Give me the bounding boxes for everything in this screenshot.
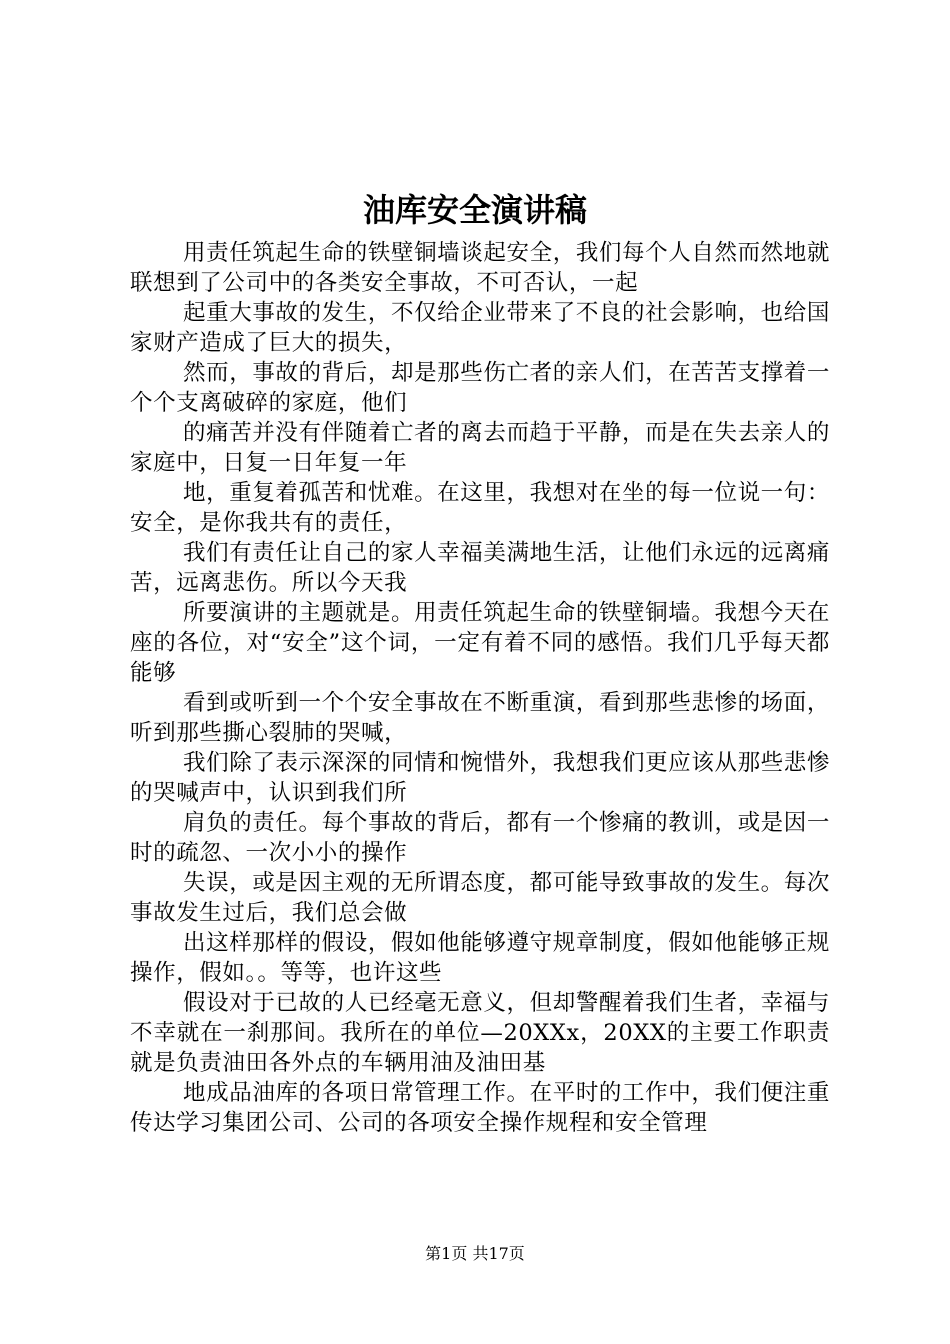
page-footer: 第1页 共17页: [425, 1244, 525, 1263]
paragraph: 我们有责任让自己的家人幸福美满地生活，让他们永远的远离痛苦，远离悲伤。所以今天我: [130, 540, 830, 596]
paragraph: 地成品油库的各项日常管理工作。在平时的工作中，我们便注重传达学习集团公司、公司的各项安全操作规程和安全管理: [130, 1080, 830, 1136]
paragraph: 我们除了表示深深的同情和惋惜外，我想我们更应该从那些悲惨的哭喊声中，认识到我们所: [130, 750, 830, 806]
paragraph: 出这样那样的假设，假如他能够遵守规章制度，假如他能够正规操作，假如。。等等，也许这些: [130, 930, 830, 986]
paragraph: 失误，或是因主观的无所谓态度，都可能导致事故的发生。每次事故发生过后，我们总会做: [130, 870, 830, 926]
paragraph: 肩负的责任。每个事故的背后，都有一个惨痛的教训，或是因一时的疏忽、一次小小的操作: [130, 810, 830, 866]
document-body: [130, 238, 830, 1138]
paragraph: 看到或听到一个个安全事故在不断重演，看到那些悲惨的场面，听到那些撕心裂肺的哭喊，: [130, 690, 830, 746]
paragraph: 起重大事故的发生，不仅给企业带来了不良的社会影响，也给国家财产造成了巨大的损失，: [130, 300, 830, 356]
paragraph: 用责任筑起生命的铁壁铜墙谈起安全，我们每个人自然而然地就联想到了公司中的各类安全事故，不可否认，一起: [130, 240, 830, 296]
document-title: 油库安全演讲稿: [362, 191, 587, 229]
paragraph: 假设对于已故的人已经毫无意义，但却警醒着我们生者，幸福与不幸就在一刹那间。我所在的单位—20XXx，20XX的主要工作职责就是负责油田各外点的车辆用油及油田基: [130, 990, 830, 1076]
paragraph: 然而，事故的背后，却是那些伤亡者的亲人们，在苦苦支撑着一个个支离破碎的家庭，他们: [130, 360, 830, 416]
paragraph: 的痛苦并没有伴随着亡者的离去而趋于平静，而是在失去亲人的家庭中，日复一日年复一年: [130, 420, 830, 476]
paragraph: 地，重复着孤苦和忧难。在这里，我想对在坐的每一位说一句：安全，是你我共有的责任，: [130, 480, 830, 536]
paragraph: 所要演讲的主题就是。用责任筑起生命的铁壁铜墙。我想今天在座的各位，对“安全”这个词，一定有着不同的感悟。我们几乎每天都能够: [130, 600, 830, 686]
